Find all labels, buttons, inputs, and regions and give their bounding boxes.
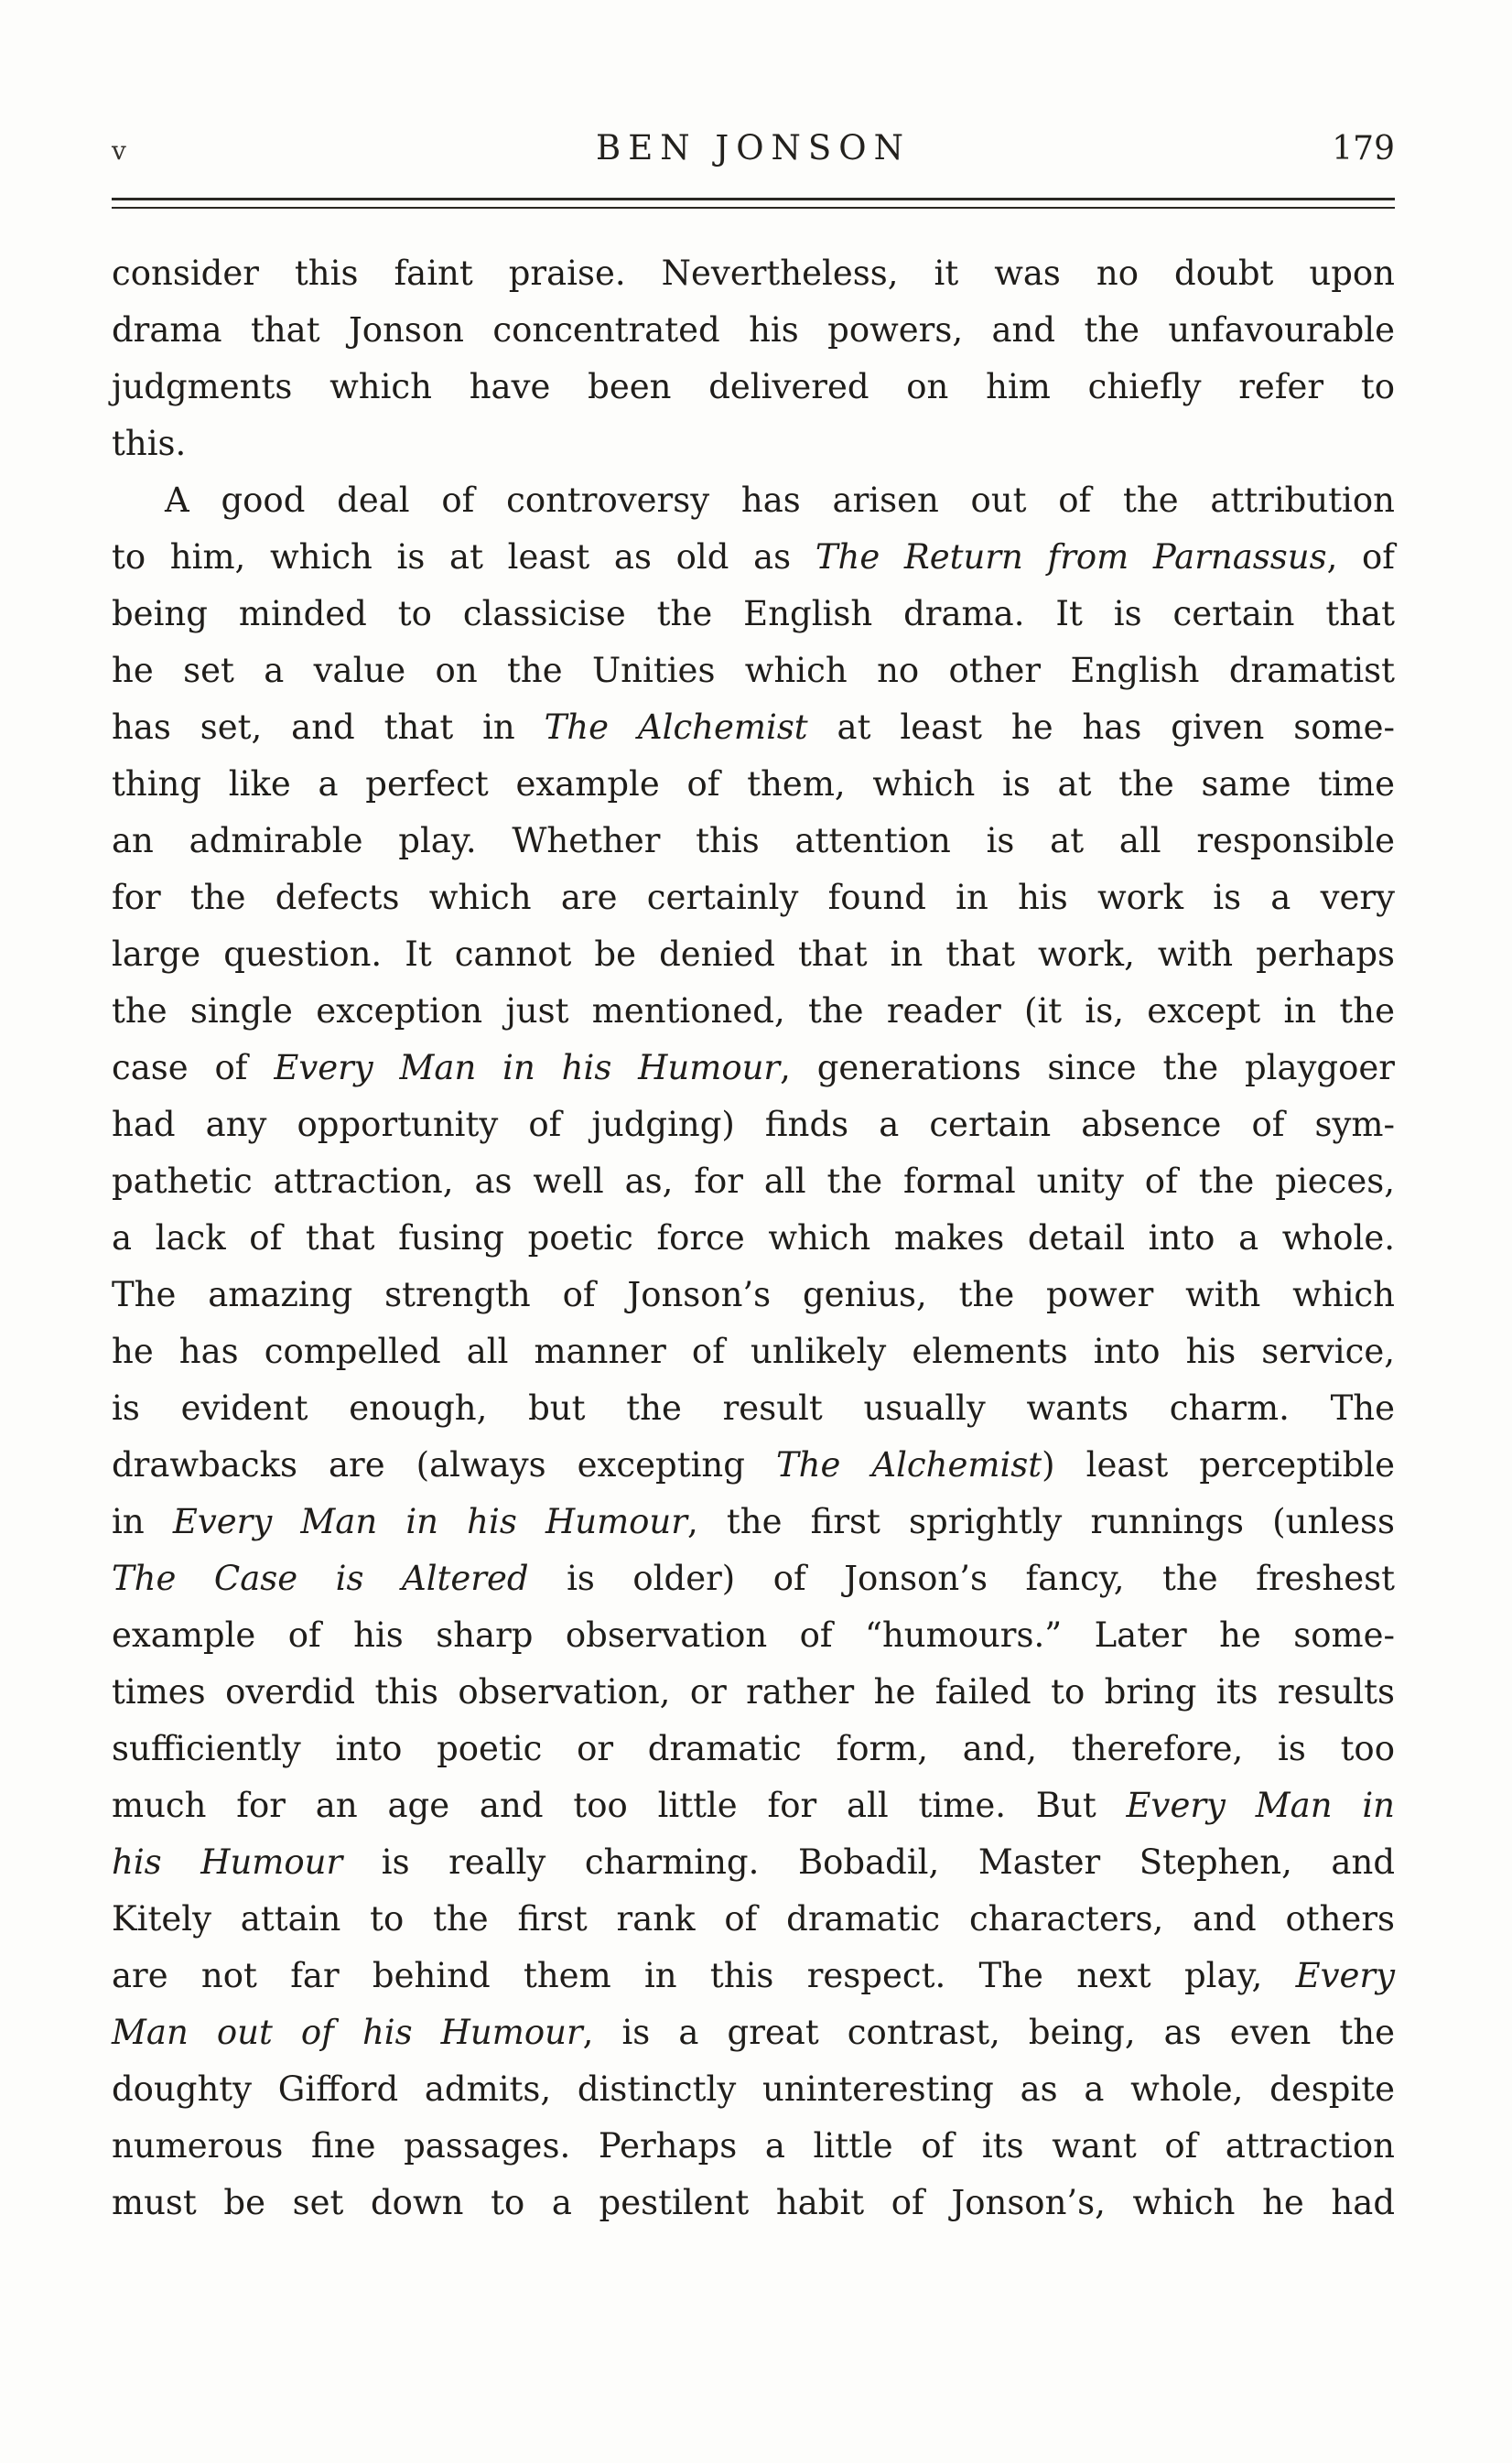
text-line — [112, 586, 1395, 643]
text-segment: had any opportunity of judging) finds a certain absence of sym- — [112, 1105, 1395, 1144]
text-line — [112, 1550, 1395, 1607]
text-segment: numerous fine passages. Perhaps a little of its want of attraction — [112, 2126, 1395, 2166]
text-segment: he has compelled all manner of unlikely elements into his service, — [112, 1332, 1395, 1371]
text-segment: he set a value on the Unities which no other English dramatist — [112, 651, 1395, 690]
text-segment: , generations since the playgoer — [780, 1048, 1395, 1087]
text-segment: sufficiently into poetic or dramatic form, and, therefore, is too — [112, 1729, 1395, 1768]
text-line — [112, 983, 1395, 1040]
text-line — [112, 472, 1395, 529]
text-segment: is older) of Jonson’s fancy, the freshest — [528, 1559, 1395, 1598]
text-segment: thing like a perfect example of them, which is at the same time — [112, 764, 1395, 804]
text-line — [112, 1664, 1395, 1721]
text-line — [112, 2118, 1395, 2175]
text-segment: the single exception just mentioned, the reader (it is, except in the — [112, 991, 1395, 1031]
text-block — [112, 245, 1395, 2231]
text-line — [112, 302, 1395, 359]
text-line — [112, 699, 1395, 756]
text-segment: are not far behind them in this respect. The next play, — [112, 1956, 1296, 1995]
text-line — [112, 1437, 1395, 1494]
italic-title-segment: Man out of his Humour — [112, 2013, 583, 2052]
italic-title-segment: Every — [1295, 1956, 1395, 1995]
italic-title-segment: The Return from Parnassus — [815, 537, 1327, 577]
text-segment: in — [112, 1502, 173, 1541]
italic-title-segment: The Alchemist — [775, 1445, 1042, 1485]
text-line — [112, 1607, 1395, 1664]
text-segment: much for an age and too little for all time. But — [112, 1786, 1127, 1825]
text-line — [112, 1494, 1395, 1550]
text-segment: Kitely attain to the first rank of dramatic characters, and others — [112, 1899, 1395, 1939]
text-segment: The amazing strength of Jonson’s genius, the power with which — [112, 1275, 1395, 1314]
italic-title-segment: Every Man in — [1126, 1786, 1396, 1825]
text-line — [112, 529, 1395, 586]
text-segment: large question. It cannot be denied that in that work, with perhaps — [112, 934, 1395, 974]
text-segment: drama that Jonson concentrated his powers, and the unfavourable — [112, 310, 1395, 350]
text-line — [112, 1096, 1395, 1153]
running-title: BEN JONSON — [596, 128, 911, 167]
text-segment: has set, and that in — [112, 708, 545, 747]
text-segment: an admirable play. Whether this attention is at all responsible — [112, 821, 1395, 860]
text-segment: consider this faint praise. Nevertheless, it was no doubt upon — [112, 254, 1395, 293]
page-number: 179 — [1332, 130, 1395, 167]
text-line — [112, 245, 1395, 302]
text-line — [112, 1267, 1395, 1323]
text-line — [112, 756, 1395, 813]
text-line — [112, 1777, 1395, 1834]
italic-title-segment: The Alchemist — [544, 708, 808, 747]
text-segment: drawbacks are (always excepting — [112, 1445, 776, 1485]
text-line — [112, 2175, 1395, 2231]
text-segment: ) least perceptible — [1042, 1445, 1395, 1485]
text-segment: , is a great contrast, being, as even the — [582, 2013, 1395, 2052]
text-segment: a lack of that fusing poetic force which makes detail into a whole. — [112, 1218, 1395, 1258]
text-segment: this. — [112, 424, 187, 463]
text-segment: doughty Gifford admits, distinctly uninteresting as a whole, despite — [112, 2069, 1395, 2109]
text-line — [112, 416, 1395, 472]
text-segment: case of — [112, 1048, 275, 1087]
text-line — [112, 1210, 1395, 1267]
text-segment: times overdid this observation, or rather he failed to bring its results — [112, 1672, 1395, 1712]
text-line — [112, 1721, 1395, 1777]
text-segment: A good deal of controversy has arisen out of the attribution — [165, 481, 1395, 520]
text-segment: judgments which have been delivered on him chiefly refer to — [112, 367, 1395, 406]
text-line — [112, 1323, 1395, 1380]
text-line — [112, 2004, 1395, 2061]
text-segment: at least he has given some- — [807, 708, 1395, 747]
text-segment: is really charming. Bobadil, Master Stephen, and — [342, 1842, 1396, 1882]
text-line — [112, 1380, 1395, 1437]
text-line — [112, 1040, 1395, 1096]
text-segment: must be set down to a pestilent habit of Jonson’s, which he had — [112, 2183, 1395, 2222]
text-line — [112, 1153, 1395, 1210]
signature-mark: v — [112, 135, 126, 166]
text-segment: being minded to classicise the English drama. It is certain that — [112, 594, 1395, 633]
text-line — [112, 870, 1395, 926]
text-segment: pathetic attraction, as well as, for all the formal unity of the pieces, — [112, 1161, 1395, 1201]
text-line — [112, 1891, 1395, 1948]
text-segment: is evident enough, but the result usually wants charm. The — [112, 1388, 1395, 1428]
text-line — [112, 926, 1395, 983]
text-line — [112, 1948, 1395, 2004]
italic-title-segment: Every Man in his Humour — [274, 1048, 781, 1087]
italic-title-segment: The Case is Altered — [112, 1559, 529, 1598]
text-segment: for the defects which are certainly found in his work is a very — [112, 878, 1395, 917]
text-line — [112, 359, 1395, 416]
text-line — [112, 813, 1395, 870]
page-header — [112, 128, 1395, 167]
text-line — [112, 643, 1395, 699]
text-segment: example of his sharp observation of “humours.” Later he some- — [112, 1615, 1395, 1655]
header-rule — [112, 198, 1395, 209]
text-segment: , the first sprightly runnings (unless — [686, 1502, 1395, 1541]
text-line — [112, 2061, 1395, 2118]
text-segment: to him, which is at least as old as — [112, 537, 815, 577]
text-line — [112, 1834, 1395, 1891]
italic-title-segment: his Humour — [112, 1842, 343, 1882]
italic-title-segment: Every Man in his Humour — [172, 1502, 687, 1541]
text-segment: , of — [1326, 537, 1395, 577]
